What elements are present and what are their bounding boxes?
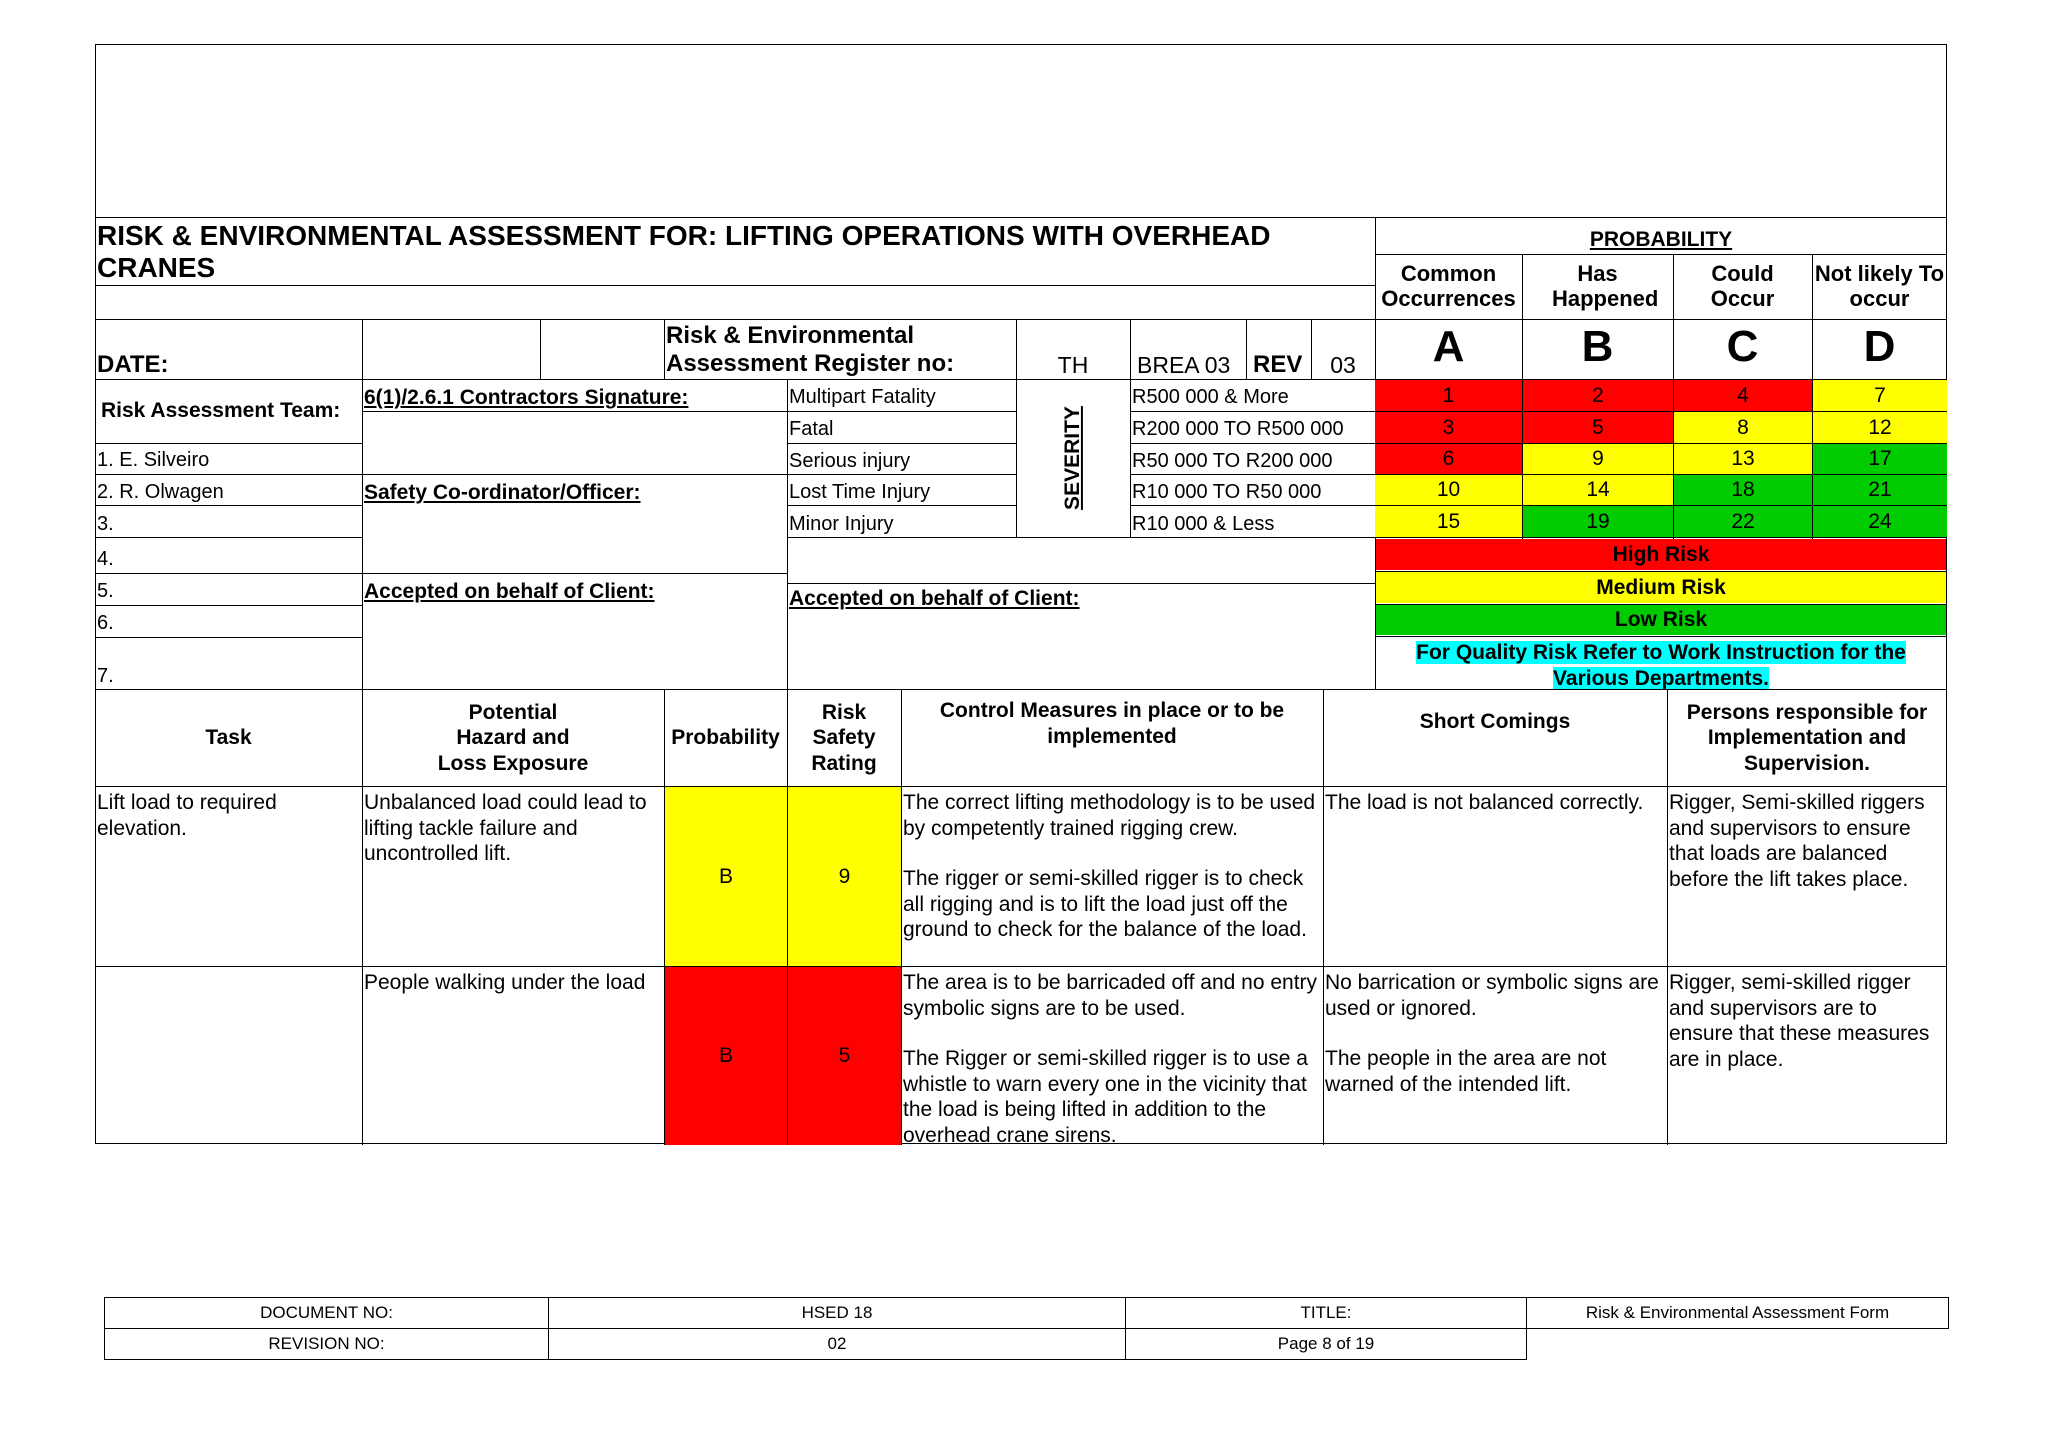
team-member: 4.: [97, 548, 114, 570]
rule: [540, 319, 541, 379]
prob-col-a-letter: A: [1432, 322, 1465, 371]
spacer: [903, 1021, 1321, 1046]
rule: [362, 573, 787, 574]
row2-short-comings: [1325, 970, 1665, 1097]
team-member: 5.: [97, 580, 114, 602]
matrix-cell-high: 3: [1375, 412, 1522, 443]
severity-injury: Multipart Fatality: [789, 386, 936, 408]
rule: [1375, 443, 1947, 444]
prob-col-d-letter: D: [1863, 322, 1896, 371]
row1-persons: Rigger, Semi-skilled riggers and supervisors to ensure that loads are balanced before the lift takes place.: [1669, 791, 1925, 891]
client-acceptance-right: Accepted on behalf of Client:: [789, 587, 1080, 610]
prob-col-b-letter: B: [1581, 322, 1614, 371]
rule: [1130, 443, 1375, 444]
col-header-short-comings: Short Comings: [1419, 710, 1571, 733]
rule: [664, 319, 665, 379]
rule: [95, 966, 1947, 967]
register-label: Risk & Environmental Assessment Register no:: [666, 322, 955, 377]
matrix-cell-high: 4: [1674, 380, 1812, 411]
rule: [95, 443, 362, 444]
matrix-cell-low: 21: [1813, 475, 1947, 505]
severity-injury: Fatal: [789, 418, 834, 440]
rule: [787, 537, 788, 689]
register-prefix: TH: [1057, 352, 1089, 378]
spacer: [1325, 1021, 1665, 1046]
matrix-cell-low: 24: [1813, 506, 1947, 537]
rule: [362, 474, 787, 475]
date-label: DATE:: [97, 351, 169, 378]
rule: [1246, 319, 1247, 379]
footer-doc-no: HSED 18: [549, 1298, 1126, 1329]
rule: [787, 379, 788, 537]
col-header-task: Task: [205, 726, 252, 749]
rule: [95, 505, 362, 506]
rule: [362, 319, 363, 689]
rule: [95, 573, 362, 574]
safety-officer-label: Safety Co-ordinator/Officer:: [364, 481, 641, 504]
team-member: 3.: [97, 513, 114, 535]
matrix-cell-medium: 12: [1813, 412, 1947, 443]
row1-task: Lift load to required elevation.: [97, 791, 277, 840]
footer-doc-no-label: DOCUMENT NO:: [105, 1298, 549, 1329]
rule: [787, 443, 1016, 444]
spacer: [903, 841, 1321, 866]
severity-injury: Minor Injury: [789, 513, 894, 535]
rule: [787, 583, 1375, 584]
row2-probability: B: [665, 967, 787, 1145]
row1-hazard: Unbalanced load could lead to lifting tackle failure and uncontrolled lift.: [364, 791, 647, 866]
rule: [1375, 254, 1947, 255]
prob-col-d-name: Not likely To occur: [1814, 261, 1945, 312]
rule: [1375, 636, 1947, 637]
rule: [1375, 571, 1947, 572]
prob-col-c-name: Could Occur: [1710, 261, 1775, 312]
rule: [1375, 537, 1947, 538]
row1-rating: 9: [788, 787, 901, 966]
rule: [95, 637, 362, 638]
rule: [95, 537, 362, 538]
col-header-controls: Control Measures in place or to be implemented: [939, 699, 1285, 748]
register-number: BREA 03: [1137, 352, 1231, 378]
severity-cost: R200 000 TO R500 000: [1132, 418, 1344, 440]
severity-injury: Serious injury: [789, 450, 911, 472]
matrix-cell-medium: 15: [1375, 506, 1522, 537]
rule: [1130, 411, 1375, 412]
rule: [1375, 604, 1947, 605]
footer-empty: [1527, 1329, 1949, 1360]
matrix-cell-high: 1: [1375, 380, 1522, 411]
footer-rev: 02: [549, 1329, 1126, 1360]
team-member: 1. E. Silveiro: [97, 449, 210, 471]
row2-short-2: The people in the area are not warned of the intended lift.: [1325, 1047, 1607, 1096]
team-label: Risk Assessment Team:: [101, 399, 341, 422]
matrix-cell-low: 19: [1523, 506, 1673, 537]
client-acceptance-left: Accepted on behalf of Client:: [364, 580, 655, 603]
rule: [95, 786, 1947, 787]
col-header-hazard: Potential Hazard and Loss Exposure: [437, 700, 589, 775]
rule: [95, 319, 1947, 320]
rule: [787, 537, 1375, 538]
rule: [1375, 474, 1947, 475]
matrix-cell-medium: 14: [1523, 475, 1673, 505]
row1-short-comings: The load is not balanced correctly.: [1325, 791, 1644, 814]
footer-title-label: TITLE:: [1126, 1298, 1527, 1329]
footer-title: Risk & Environmental Assessment Form: [1527, 1298, 1949, 1329]
prob-col-c-letter: C: [1726, 322, 1759, 371]
rule: [95, 285, 1375, 286]
matrix-cell-medium: 13: [1674, 444, 1812, 474]
quality-note: For Quality Risk Refer to Work Instruction for the Various Departments.: [1416, 641, 1906, 691]
rule: [787, 411, 1016, 412]
matrix-cell-low: 17: [1813, 444, 1947, 474]
rule: [95, 217, 1947, 218]
quality-note-wrap: [1380, 640, 1942, 693]
footer-table: [104, 1297, 1949, 1360]
matrix-cell-low: 18: [1674, 475, 1812, 505]
rule: [95, 474, 362, 475]
severity-cost: R500 000 & More: [1132, 386, 1289, 408]
matrix-cell-medium: 10: [1375, 475, 1522, 505]
row2-controls-2: The Rigger or semi-skilled rigger is to use a whistle to warn every one in the vicinity that the load is being lifted in addition to the overhead crane sirens.: [903, 1047, 1308, 1148]
rev-label: REV: [1253, 351, 1303, 378]
rule: [95, 605, 362, 606]
probability-label: PROBABILITY: [1589, 228, 1733, 251]
row2-controls: [903, 970, 1321, 1149]
legend-high-risk: High Risk: [1376, 539, 1946, 570]
legend-medium-risk: Medium Risk: [1376, 572, 1946, 603]
row2-controls-1: The area is to be barricaded off and no entry symbolic signs are to be used.: [903, 971, 1318, 1020]
row1-controls: [903, 790, 1321, 943]
rule: [1130, 505, 1375, 506]
matrix-cell-medium: 8: [1674, 412, 1812, 443]
prob-col-a-name: Common Occurrences: [1381, 261, 1516, 312]
severity-cost: R50 000 TO R200 000: [1132, 450, 1333, 472]
row1-controls-2: The rigger or semi-skilled rigger is to check all rigging and is to lift the load just off the ground to check for the balance of the load.: [903, 867, 1307, 942]
matrix-cell-high: 2: [1523, 380, 1673, 411]
col-header-probability: Probability: [671, 726, 780, 749]
col-header-persons: Persons responsible for Implementation and Supervision.: [1686, 700, 1928, 775]
rule: [362, 411, 787, 412]
severity-cost: R10 000 TO R50 000: [1132, 481, 1322, 503]
matrix-cell-medium: 9: [1523, 444, 1673, 474]
prob-col-b-name: Has Happened: [1552, 261, 1659, 312]
col-header-rating: Risk Safety Rating: [811, 700, 877, 775]
row2-persons: Rigger, semi-skilled rigger and supervisors are to ensure that these measures are in place.: [1669, 971, 1930, 1071]
footer-page: Page 8 of 19: [1126, 1329, 1527, 1360]
row2-hazard: People walking under the load: [364, 971, 646, 994]
rule: [1130, 474, 1375, 475]
team-member: 2. R. Olwagen: [97, 481, 224, 503]
rule: [787, 474, 1016, 475]
severity-label: SEVERITY: [1060, 406, 1084, 510]
footer-rev-label: REVISION NO:: [105, 1329, 549, 1360]
legend-low-risk: Low Risk: [1376, 605, 1946, 635]
matrix-cell-high: 5: [1523, 412, 1673, 443]
rule: [1375, 505, 1947, 506]
rule: [1375, 411, 1947, 412]
row2-short-1: No barrication or symbolic signs are used or ignored.: [1325, 971, 1659, 1020]
matrix-cell-medium: 7: [1813, 380, 1947, 411]
severity-cost: R10 000 & Less: [1132, 513, 1275, 535]
matrix-cell-low: 22: [1674, 506, 1812, 537]
form-title: RISK & ENVIRONMENTAL ASSESSMENT FOR: LIFTING OPERATIONS WITH OVERHEAD CRANES: [97, 220, 1271, 284]
team-member: 7.: [97, 665, 114, 687]
row1-controls-1: The correct lifting methodology is to be used by competently trained rigging crew.: [903, 791, 1316, 840]
row2-rating: 5: [788, 967, 901, 1145]
contractors-signature-label: 6(1)/2.6.1 Contractors Signature:: [364, 386, 689, 409]
matrix-cell-high: 6: [1375, 444, 1522, 474]
rev-number: 03: [1330, 352, 1356, 378]
row1-probability: B: [665, 787, 787, 966]
team-member: 6.: [97, 612, 114, 634]
severity-injury: Lost Time Injury: [789, 481, 931, 503]
rule: [787, 505, 1016, 506]
